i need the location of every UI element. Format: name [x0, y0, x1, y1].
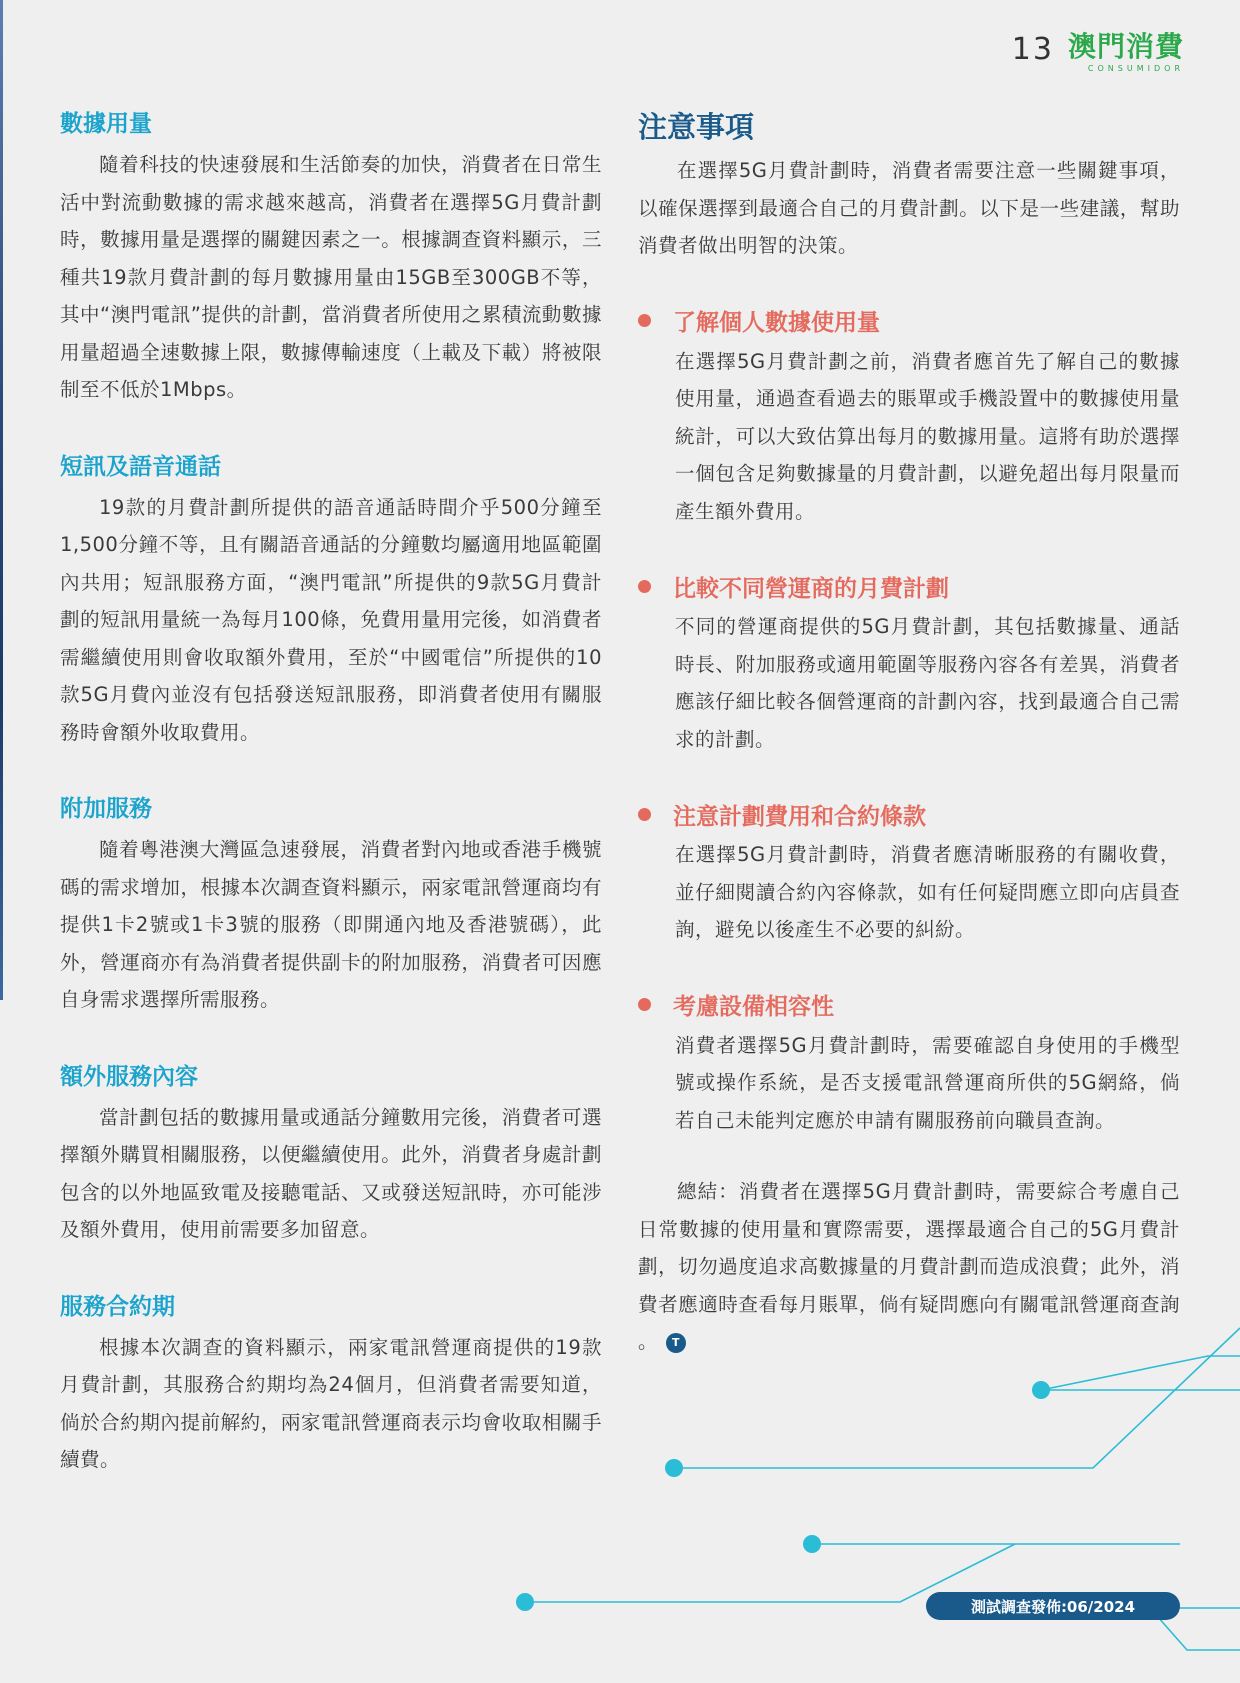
section-title: 短訊及語音通話 — [60, 453, 221, 480]
section-data-usage — [60, 106, 602, 409]
section-body: 19款的月費計劃所提供的語音通話時間介乎500分鐘至1,500分鐘不等，且有關語音通話的分鐘數均屬適用地區範圍內共用；短訊服務方面，“澳門電訊”所提供的9款5G月費計劃的短訊用量統一為每月100條，免費用量用完後，如消費者需繼續使用則會收取額外費用，至於“中國電信”所提供的10款5G月費內並沒有包括發送短訊服務，即消費者使用有關服務時會額外收取費用。 — [60, 495, 602, 744]
tip-body: 在選擇5G月費計劃之前，消費者應首先了解自己的數據使用量，通過查看過去的賬單或手機設置中的數據使用量統計，可以大致估算出每月的數據用量。這將有助於選擇一個包含足夠數據量的月費計劃，以避免超出每月限量而產生額外費用。 — [675, 349, 1180, 523]
right-column — [638, 100, 1180, 1361]
tip-title: 注意計劃費用和合約條款 — [673, 803, 926, 830]
tip-body: 不同的營運商提供的5G月費計劃，其包括數據量、通話時長、附加服務或適用範圍等服務內容各有差異，消費者應該仔細比較各個營運商的計劃內容，找到最適合自己需求的計劃。 — [675, 615, 1180, 751]
section-body: 根據本次調查的資料顯示，兩家電訊營運商提供的19款月費計劃，其服務合約期均為24個月，但消費者需要知道，倘於合約期內提前解約，兩家電訊營運商表示均會收取相關手續費。 — [60, 1335, 602, 1471]
notice-intro: 在選擇5G月費計劃時，消費者需要注意一些關鍵事項，以確保選擇到最適合自己的月費計劃。以下是一些建議，幫助消費者做出明智的決策。 — [638, 159, 1180, 257]
section-body: 隨着粵港澳大灣區急速發展，消費者對內地或香港手機號碼的需求增加，根據本次調查資料顯示，兩家電訊營運商均有提供1卡2號或1卡3號的服務（即開通內地及香港號碼），此外，營運商亦有為消費者提供副卡的附加服務，消費者可因應自身需求選擇所需服務。 — [60, 838, 602, 1011]
section-title: 額外服務內容 — [60, 1063, 198, 1090]
left-column — [60, 100, 602, 1479]
end-mark-icon: T — [666, 1333, 686, 1353]
section-title: 數據用量 — [60, 111, 152, 137]
summary-text: 總結：消費者在選擇5G月費計劃時，需要綜合考慮自己日常數據的使用量和實際需要，選擇最適合自己的5G月費計劃，切勿過度追求高數據量的月費計劃而造成浪費；此外，消費者應適時查看每月賬單，倘有疑問應向有關電訊營運商查詢 。 — [638, 1180, 1180, 1353]
publish-date-badge: 測試調查發佈:06/2024 — [926, 1592, 1180, 1620]
tip-item — [638, 983, 1180, 1140]
left-edge-strip — [0, 0, 3, 1000]
summary-paragraph — [638, 1173, 1180, 1361]
tip-title: 了解個人數據使用量 — [673, 310, 880, 336]
circuit-node — [516, 1593, 534, 1611]
page-header — [1012, 30, 1184, 73]
tip-body: 在選擇5G月費計劃時，消費者應清晰服務的有關收費，並仔細閱讀合約內容條款，如有任何疑問應立即向店員查詢，避免以後產生不必要的糾紛。 — [675, 843, 1180, 941]
bullet-dot-icon — [638, 808, 651, 821]
logo-subtext: CONSUMIDOR — [1087, 64, 1184, 73]
section-sms-voice — [60, 449, 602, 752]
section-title: 服務合約期 — [60, 1293, 175, 1320]
tip-item — [638, 299, 1180, 531]
section-extra-services — [60, 1059, 602, 1249]
tip-title: 考慮設備相容性 — [673, 994, 834, 1020]
section-body: 當計劃包括的數據用量或通話分鐘數用完後，消費者可選擇額外購買相關服務，以便繼續使用。此外，消費者身處計劃包含的以外地區致電及接聽電話、又或發送短訊時，亦可能涉及額外費用，使用前需要多加留意。 — [60, 1105, 602, 1241]
circuit-line — [1041, 1356, 1240, 1390]
circuit-node — [1032, 1381, 1050, 1399]
tip-item — [638, 792, 1180, 949]
section-title: 附加服務 — [60, 796, 152, 822]
notice-title: 注意事項 — [638, 110, 755, 144]
bullet-dot-icon — [638, 314, 651, 327]
bullet-dot-icon — [638, 998, 651, 1011]
tip-title: 比較不同營運商的月費計劃 — [673, 575, 949, 602]
circuit-node — [665, 1459, 683, 1477]
section-addon-services — [60, 791, 602, 1019]
bullet-dot-icon — [638, 580, 651, 593]
section-contract-period — [60, 1289, 602, 1479]
section-body: 隨着科技的快速發展和生活節奏的加快，消費者在日常生活中對流動數據的需求越來越高，消費者在選擇5G月費計劃時，數據用量是選擇的關鍵因素之一。根據調查資料顯示，三種共19款月費計劃的每月數據用量由15GB至300GB不等，其中“澳門電訊”提供的計劃，當消費者所使用之累積流動數據用量超過全速數據上限，數據傳輸速度（上載及下載）將被限制至不低於1Mbps。 — [60, 153, 602, 401]
circuit-node — [803, 1535, 821, 1553]
magazine-logo — [1068, 30, 1184, 73]
tip-body: 消費者選擇5G月費計劃時，需要確認自身使用的手機型號或操作系統，是否支援電訊營運商所供的5G網絡，倘若自己未能判定應於申請有關服務前向職員查詢。 — [675, 1033, 1180, 1132]
page-number: 13 — [1011, 32, 1054, 67]
logo-text: 澳門消費 — [1067, 30, 1184, 63]
tip-item — [638, 564, 1180, 758]
